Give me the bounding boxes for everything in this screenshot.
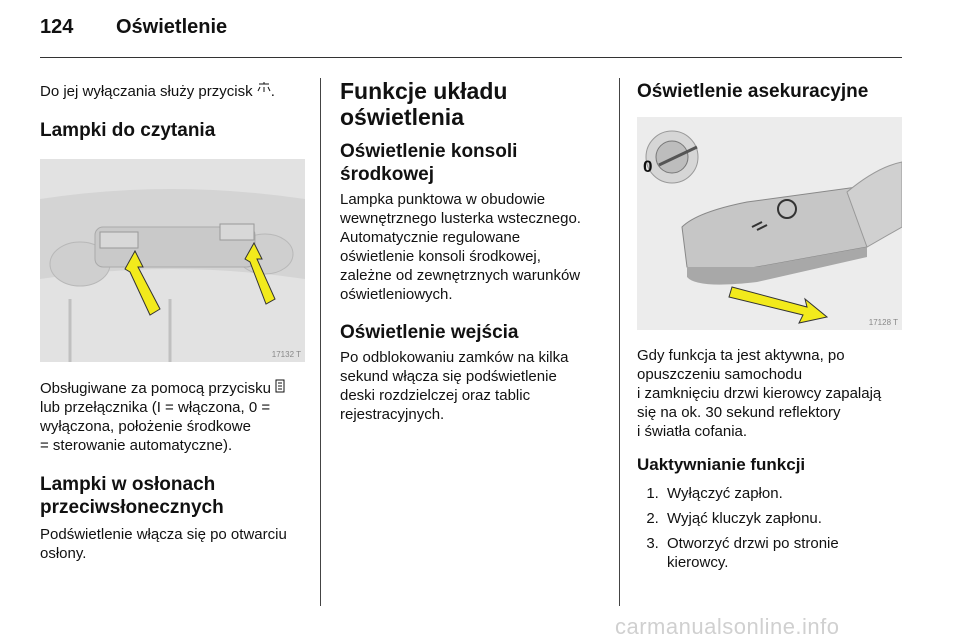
- console-line: oświetlenie konsoli środkowej,: [340, 248, 541, 265]
- entry-line: Po odblokowaniu zamków na kilka: [340, 349, 569, 366]
- heading-reading-lamps: Lampki do czytania: [40, 120, 216, 141]
- column-divider: [320, 78, 321, 606]
- switch-line: lub przełącznika (I = włączona, 0 =: [40, 399, 271, 416]
- active-line: opuszczeniu samochodu: [637, 366, 803, 383]
- headlight-stalk-illustration: [637, 117, 902, 330]
- watermark: carmanualsonline.info: [615, 614, 840, 639]
- main-heading: Funkcje układu oświetlenia: [340, 78, 508, 130]
- console-line: Lampka punktowa w obudowie: [340, 191, 546, 208]
- exit-lighting-figure: [637, 117, 902, 330]
- heading-entry-light: Oświetlenie wejścia: [340, 322, 519, 343]
- console-line: wewnętrznego lusterka wstecznego.: [340, 210, 581, 227]
- lamp-switch-icon: [275, 379, 285, 393]
- column-right: [637, 78, 907, 578]
- column-middle: [340, 78, 605, 424]
- console-line: zależne od zewnętrznych warunków: [340, 267, 581, 284]
- switch-paragraph: Obsługiwane za pomocą przycisku: [40, 379, 305, 398]
- page-header: [40, 16, 902, 50]
- entry-line: deski rozdzielczej oraz tablic: [340, 387, 531, 404]
- figure-number: 17132 T: [271, 350, 301, 359]
- heading-console-light: Oświetlenie konsoli środkowej: [340, 141, 518, 185]
- column-divider: [619, 78, 620, 606]
- active-line: się na ok. 30 sekund reflektory: [637, 404, 841, 421]
- active-line: i zamknięciu drzwi kierowcy zapalają: [637, 385, 882, 402]
- entry-line: rejestracyjnych.: [340, 406, 445, 423]
- header-rule: [40, 57, 902, 58]
- reading-lamps-illustration: [40, 159, 305, 362]
- list-item: 3. Otworzyć drzwi po stronie kierowcy.: [663, 534, 847, 572]
- page-title: Oświetlenie: [116, 16, 228, 38]
- visor-line: Podświetlenie włącza się po otwarciu: [40, 526, 287, 543]
- console-line: Automatycznie regulowane: [340, 229, 521, 246]
- heading-exit-light: Oświetlenie asekuracyjne: [637, 81, 869, 102]
- intro-paragraph: Do jej wyłączania służy przycisk .: [40, 83, 275, 100]
- heading-visor-lamps: Lampki w osłonach przeciwsłonecznych: [40, 474, 224, 518]
- switch-line: = sterowanie automatyczne).: [40, 437, 233, 454]
- ignition-off-label: 0: [643, 157, 653, 176]
- column-left: [40, 78, 305, 563]
- active-line: Gdy funkcja ta jest aktywna, po: [637, 347, 845, 364]
- list-item: 1. Wyłączyć zapłon.: [663, 484, 907, 503]
- console-line: oświetleniowych.: [340, 286, 453, 303]
- entry-line: sekund włącza się podświetlenie: [340, 368, 557, 385]
- page-number: 124: [40, 16, 74, 38]
- heading-activate: Uaktywnianie funkcji: [637, 455, 806, 474]
- list-item: 2. Wyjąć kluczyk zapłonu.: [663, 509, 907, 528]
- reading-lamps-figure: [40, 159, 305, 362]
- switch-line: wyłączona, położenie środkowe: [40, 418, 251, 435]
- visor-line: osłony.: [40, 545, 87, 562]
- steps-list: [637, 484, 907, 572]
- active-line: i światła cofania.: [637, 423, 748, 440]
- light-switch-icon: [257, 82, 271, 94]
- figure-number: 17128 T: [868, 318, 898, 327]
